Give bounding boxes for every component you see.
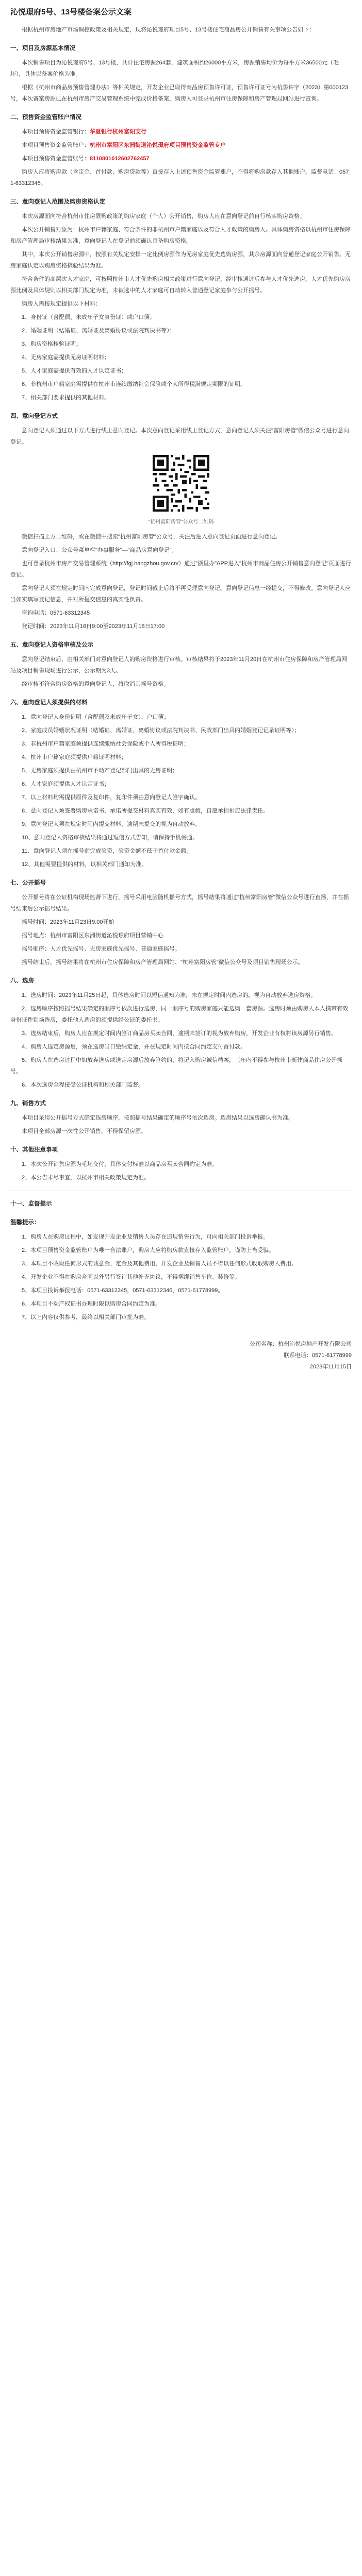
section-3-list-item-1: 1、身份证（含配偶、未成年子女身份证）或户口簿； (22, 314, 156, 320)
qr-code-container (10, 455, 352, 514)
section-6-item-9: 9、意向登记人须在规定时间内提交材料，逾期未提交的视为自动放弃。 (22, 821, 201, 827)
section-4-paragraph-5: 意向登记人须在规定时间内完成意向登记，登记时间截止后将不再受理意向登记。意向登记信息一经提交，不得修改。意向登记人应当如实填写登记信息，并对所提交信息的真实性负责。 (10, 585, 351, 603)
supervision-number-value: 8110801012602762457 (90, 156, 150, 162)
section-11-item-7: 7、以上内容仅供参考，最终以相关部门审批为准。 (22, 1314, 150, 1320)
section-3-paragraph-3: 其中，本次公开销售房源中，按照有关规定安排一定比例房源作为无房家庭优先选购房源，其余房源面向普通登记家庭公开销售。无房家庭认定以购房资格核验结果为准。 (10, 251, 351, 269)
section-2-paragraph-4: 购房人应将购房款（含定金、首付款、购房贷款等）直接存入上述预售资金监管账户，不得将购房款存入其他账户。监督电话：0571-63312345。 (10, 169, 349, 187)
section-4-paragraph-1: 意向登记人须通过以下方式进行线上意向登记。本次意向登记采用线上登记方式，意向登记人须关注"富阳房管"微信公众号进行意向登记。 (10, 428, 349, 445)
signature-date: 2023年11月15日 (309, 1364, 352, 1370)
signature-phone: 联系电话：0571-61778999 (283, 1352, 352, 1359)
section-3-heading: 三、意向登记人范围及购房资格认定 (10, 199, 105, 205)
section-3-paragraph-6: 6、非杭州市户籍家庭需提供在杭州市连续缴纳社会保险或个人所得税满规定期限的证明。 (22, 381, 246, 387)
section-8-item-4: 4、购房人选定房源后，须在选房当日缴纳定金，并在规定时间内按合同约定支付首付款。 (22, 1044, 246, 1050)
intro-paragraph: 根据杭州市房地产市场调控政策及相关规定，现将沁悦璟府项目5号、13号楼住宅商品房公开销售有关事项公告如下： (22, 27, 315, 33)
section-2-heading: 二、预售资金监管账户情况 (10, 114, 81, 121)
section-8-heading: 八、选房 (10, 978, 34, 984)
section-11-item-2: 2、本项目预售资金监管账户为唯一合法账户，购房人应将购房款直接存入监管账户，谨防上当受骗。 (22, 1247, 275, 1253)
section-7-paragraph-2: 摇号时间：2023年11月23日9:00开始 (22, 919, 114, 925)
section-7-paragraph-3: 摇号地点：杭州市富阳区东洲街道沁悦璟府项目营销中心 (22, 933, 163, 939)
section-4-paragraph-2: 微信扫描上方二维码，或在微信中搜索"杭州富阳房管"公众号，关注后进入意向登记页面进行意向登记。 (22, 534, 281, 540)
section-5-paragraph-1: 意向登记结束后，由相关部门对意向登记人的购房资格进行审核。审核结果将于2023年11月20日在杭州市住房保障和房产管理局网站及项目销售现场进行公示，公示期为3天。 (10, 656, 348, 674)
section-11-item-5: 5、本项目投诉举报电话：0571-63312345，0571-63312346，0571-61778999。 (22, 1287, 224, 1294)
section-6-item-12: 12、其他需要提供的材料，以相关部门通知为准。 (22, 861, 147, 868)
section-8-item-6: 6、本次选房全程接受公证机构和相关部门监督。 (22, 1082, 144, 1088)
section-6-heading: 六、意向登记人须提供的材料 (10, 700, 88, 706)
section-6-item-1: 1、意向登记人身份证明（含配偶及未成年子女）、户口簿； (22, 714, 170, 720)
supervision-bank-line (10, 126, 352, 138)
section-4-heading: 四、意向登记方式 (10, 413, 58, 419)
supervision-account-line (10, 140, 352, 151)
section-3-list-item-3: 3、购房资格核验证明； (22, 341, 82, 347)
section-3-paragraph-5: 购房人需按规定提供以下材料： (22, 301, 101, 307)
supervision-account-value: 杭州市富阳区东洲街道沁悦璟府项目预售资金监管专户 (90, 142, 226, 148)
section-9-paragraph-1: 本项目采用公开摇号方式确定选房顺序，按照摇号结果确定的顺序号依次选房。选房结果以选房确认书为准。 (22, 1115, 294, 1121)
section-10-heading: 十、其他注意事项 (10, 1147, 58, 1153)
qr-code-caption: "杭州富阳房管"公众号二维码 (148, 519, 214, 525)
supervision-account-label: 本项目预售资金监管账户： (22, 142, 90, 148)
section-8-item-1: 1、选房时间：2023年11月25日起，具体选房时间以短信通知为准，未在规定时间内选房的，视为自动放弃选房资格。 (22, 992, 317, 998)
signature-block (10, 1338, 352, 1372)
section-6-item-7: 7、以上材料均需提供原件及复印件，复印件须由意向登记人签字确认。 (22, 794, 201, 801)
section-8-item-5: 5、购房人在选房过程中如放弃选房或选定房源后放弃签约的，将记入购房诚信档案，三年内不得参与杭州市新建商品住房公开摇号。 (10, 1057, 343, 1075)
section-7-paragraph-1: 公开摇号将在公证机构现场监督下进行，摇号采用电脑随机摇号方式，摇号结果将通过"杭州富阳房管"微信公众号进行直播，并在摇号结束后公示摇号结果。 (10, 894, 349, 912)
section-10-item-1: 1、本次公开销售房源为毛坯交付，具体交付标准以商品房买卖合同约定为准。 (22, 1161, 218, 1167)
supervision-number-line (10, 153, 352, 164)
section-6-item-3: 3、非杭州市户籍家庭须提供连续缴纳社会保险或个人所得税证明； (22, 741, 190, 747)
section-3-paragraph-1: 本次房源面向符合杭州市住房限购政策的购房家庭（个人）公开销售，购房人应在意向登记前自行核实购房资格。 (22, 213, 305, 219)
section-1-paragraph-2: 根据《杭州市商品房预售管理办法》等相关规定，开发企业已取得商品房预售许可证，预售许可证号为杭售许字（2023）第000123号，本次备案房源已在杭州市房产交易管理系统中完成价格备案，购房人可登录杭州市住房保障和房产管理局网站进行查询。 (10, 84, 349, 102)
section-4-registration-time: 登记时间：2023年11月16日9:00至2023年11月18日17:00 (22, 623, 165, 630)
supervision-bank-label: 本项目预售资金监管银行： (22, 129, 90, 135)
section-3-list-item-4: 4、无房家庭需提供无房证明材料； (22, 354, 110, 361)
section-5-paragraph-2: 经审核不符合购房资格的意向登记人，将取消其摇号资格。 (22, 681, 169, 687)
section-5-heading: 五、意向登记人资格审核及公示 (10, 642, 93, 648)
section-11-item-4: 4、开发企业不得在购房合同以外另行签订其他补充协议，不得捆绑销售车位、装修等。 (22, 1274, 241, 1280)
section-7-paragraph-5: 摇号结束后，摇号结果将在杭州市住房保障和房产管理局网站、"杭州富阳房管"微信公众号及项目销售现场公示。 (22, 959, 304, 965)
section-6-item-8: 8、意向登记人须签署购房承诺书，承诺所提交材料真实有效，如有虚假，自愿承担相应法律责任。 (22, 808, 269, 814)
section-8-item-3: 3、选房结束后，购房人应在规定时间内签订商品房买卖合同，逾期未签订的视为放弃购房，开发企业有权将该房源另行销售。 (22, 1030, 337, 1037)
page-title: 沁悦璟府5号、13号楼备案公示文案 (10, 8, 132, 16)
supervision-number-label: 本项目预售资金监管账号： (22, 156, 90, 162)
section-6-item-10: 10、意向登记人资格审核结果将通过短信方式告知，请保持手机畅通。 (22, 835, 199, 841)
section-10-item-2: 2、本公告未尽事宜，以杭州市相关政策规定为准。 (22, 1175, 150, 1181)
section-7-heading: 七、公开摇号 (10, 880, 46, 886)
signature-company: 公司名称：杭州沁悦房地产开发有限公司 (250, 1341, 352, 1347)
section-4-paragraph-3: 意向登记入口：公众号菜单栏"办事服务"—"商品房意向登记"。 (22, 547, 177, 553)
section-11-heading: 十一、监督提示 (10, 1201, 52, 1207)
section-9-paragraph-2: 本项目全部房源一次性公开销售，不得保留房源。 (22, 1128, 146, 1134)
section-3-paragraph-2: 本次公开销售对象为：杭州市户籍家庭、符合条件的非杭州市户籍家庭以及符合人才政策的购房人。具体购房资格以杭州市住房保障和房产管理局审核结果为准，意向登记人在登记前须确认具备购房资格。 (10, 227, 351, 244)
section-11-item-1: 1、购房人在购房过程中，如发现开发企业及销售人员存在违规销售行为，可向相关部门投诉举报。 (22, 1234, 269, 1240)
section-11-item-3: 3、本项目不收取任何形式的诚意金、定金及其他费用，开发企业及销售人员不得以任何形式收取购房人费用。 (22, 1261, 298, 1267)
section-6-item-4: 4、杭州市户籍家庭须提供户籍证明材料； (22, 754, 127, 760)
section-3-list-item-5: 5、人才家庭需提供有效的人才认定证书； (22, 368, 127, 374)
section-1-paragraph-1: 本次销售项目为沁悦璟府5号、13号楼，共计住宅房源264套，建筑面积约26000平方米，房源销售均价为每平方米36500元（毛坯），具体以备案价格为准。 (10, 60, 339, 77)
section-6-item-5: 5、无房家庭须提供由杭州市不动产登记部门出具的无房证明； (22, 768, 178, 774)
section-6-item-2: 2、家庭成员婚姻状况证明（结婚证、离婚证、离婚协议或法院判决书、民政部门出具的婚姻登记记录证明等）； (22, 727, 300, 734)
section-4-phone: 咨询电话：0571-63312345 (22, 610, 90, 616)
section-3-paragraph-7: 7、相关部门要求提供的其他材料。 (22, 395, 110, 401)
section-3-list-item-2: 2、婚姻证明（结婚证、离婚证及离婚协议或法院判决书等）； (22, 328, 175, 334)
section-11-subheading: 温馨提示： (10, 1219, 40, 1226)
section-11-item-6: 6、本项目不动产权证书办理时限以购房合同约定为准。 (22, 1301, 161, 1307)
supervision-bank-value: 华夏银行杭州富阳支行 (90, 129, 146, 135)
section-9-heading: 九、销售方式 (10, 1100, 46, 1107)
section-7-paragraph-4: 摇号顺序：人才优先摇号、无房家庭优先摇号、普通家庭摇号。 (22, 946, 180, 952)
section-6-item-11: 11、意向登记人须在摇号前完成验资，验资金额不低于首付款金额。 (22, 848, 192, 854)
section-1-heading: 一、项目及房源基本情况 (10, 45, 76, 52)
section-6-item-6: 6、人才家庭须提供人才认定证书； (22, 781, 110, 787)
qr-code-icon[interactable] (153, 455, 209, 512)
section-8-item-2: 2、选房顺序按照摇号结果确定的顺序号依次进行选房，同一顺序号的购房家庭只能选购一套房源。选房时须由购房人本人携带有效身份证件到场选房，委托他人选房的须提供经公证的委托书。 (10, 1006, 349, 1023)
section-4-paragraph-4: 也可登录杭州市房产交易管理系统（http://fgj.hangzhou.gov.cn/）通过"浙里办"APP进入"杭州市商品住房公开销售意向登记"页面进行登记。 (10, 561, 351, 578)
section-3-paragraph-4: 符合条件的高层次人才家庭，可按照杭州市人才优先购房相关政策进行意向登记，经审核通过后参与人才优先选房。人才优先购房房源比例及具体规则以相关部门规定为准，未被选中的人才家庭可自动转入普通登记家庭参与公开摇号。 (10, 276, 351, 294)
